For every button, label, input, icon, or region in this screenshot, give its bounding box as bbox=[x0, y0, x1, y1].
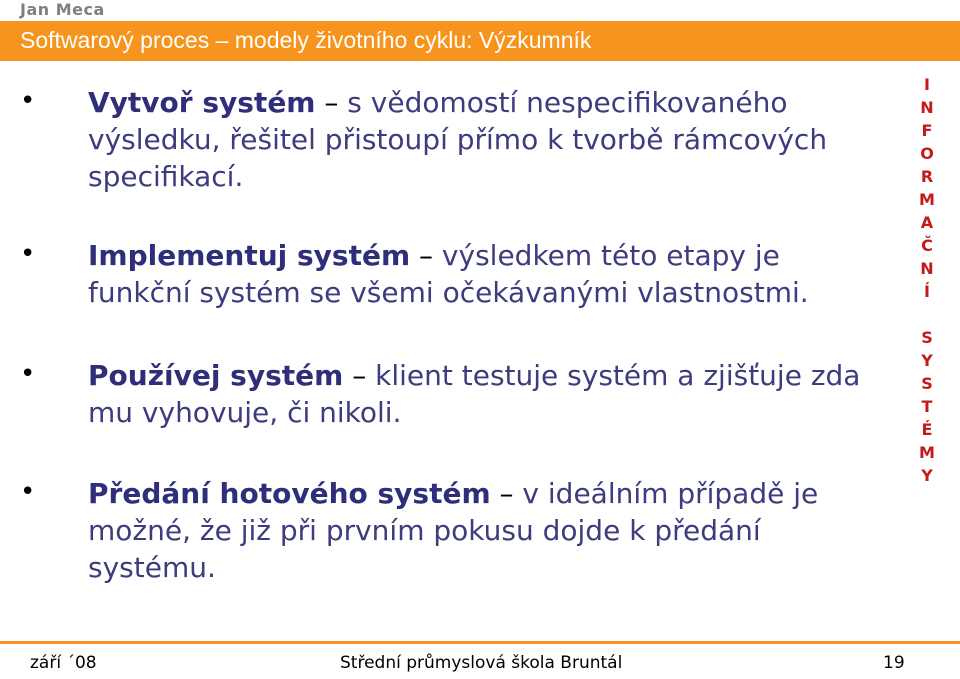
sidebar-letter: Í bbox=[924, 282, 930, 301]
sidebar-letter: Y bbox=[921, 351, 933, 370]
footer-date: září ´08 bbox=[30, 653, 97, 673]
footer-school: Střední průmyslová škola Bruntál bbox=[340, 653, 623, 673]
item-term: Implementuj systém bbox=[88, 239, 411, 272]
item-text: v ideálním případě je možné, že již při prvním pokusu dojde k předání systému. bbox=[88, 477, 819, 584]
bullet-marker: • bbox=[20, 359, 36, 389]
sidebar-letter: N bbox=[920, 98, 934, 117]
sidebar-letter: M bbox=[919, 190, 935, 209]
page-number: 19 bbox=[883, 653, 905, 673]
item-term: Předání hotového systém bbox=[88, 477, 491, 510]
bullet-marker: • bbox=[20, 239, 36, 269]
top-bar bbox=[0, 0, 960, 20]
bullet-marker: • bbox=[20, 86, 36, 116]
sidebar-letter: A bbox=[920, 213, 934, 232]
sidebar-letter: N bbox=[920, 259, 934, 278]
sidebar-letter: M bbox=[919, 443, 935, 462]
list-item bbox=[88, 84, 888, 195]
item-term: Používej systém bbox=[88, 359, 344, 392]
item-dash: – bbox=[419, 239, 434, 272]
item-text: klient testuje systém a zjišťuje zda mu vyhovuje, či nikoli. bbox=[88, 359, 861, 429]
sidebar-letter: I bbox=[924, 75, 930, 94]
list-item bbox=[88, 475, 888, 586]
item-dash: – bbox=[324, 86, 339, 119]
item-text: s vědomostí nespecifikovaného výsledku, řešitel přistoupí přímo k tvorbě rámcových specifikací. bbox=[88, 86, 828, 193]
sidebar-letter: R bbox=[920, 167, 934, 186]
sidebar-letter: F bbox=[921, 121, 933, 140]
item-term: Vytvoř systém bbox=[88, 86, 316, 119]
sidebar-letter: S bbox=[921, 374, 933, 393]
sidebar-letter: Č bbox=[921, 236, 933, 255]
sidebar-letter: É bbox=[921, 420, 933, 439]
slide-title: Softwarový proces – modely životního cyklu: Výzkumník bbox=[20, 27, 592, 53]
sidebar-letter: S bbox=[921, 328, 933, 347]
author-name: Jan Meca bbox=[20, 0, 105, 19]
sidebar-vertical-text bbox=[902, 73, 952, 487]
item-dash: – bbox=[499, 477, 514, 510]
item-dash: – bbox=[352, 359, 367, 392]
bullet-marker: • bbox=[20, 477, 36, 507]
sidebar-letter: Y bbox=[921, 466, 933, 485]
list-item bbox=[88, 357, 888, 431]
list-item bbox=[88, 237, 888, 311]
sidebar-letter: O bbox=[920, 144, 934, 163]
sidebar-letter: T bbox=[921, 397, 933, 416]
item-text: výsledkem této etapy je funkční systém se všemi očekávanými vlastnostmi. bbox=[88, 239, 809, 309]
